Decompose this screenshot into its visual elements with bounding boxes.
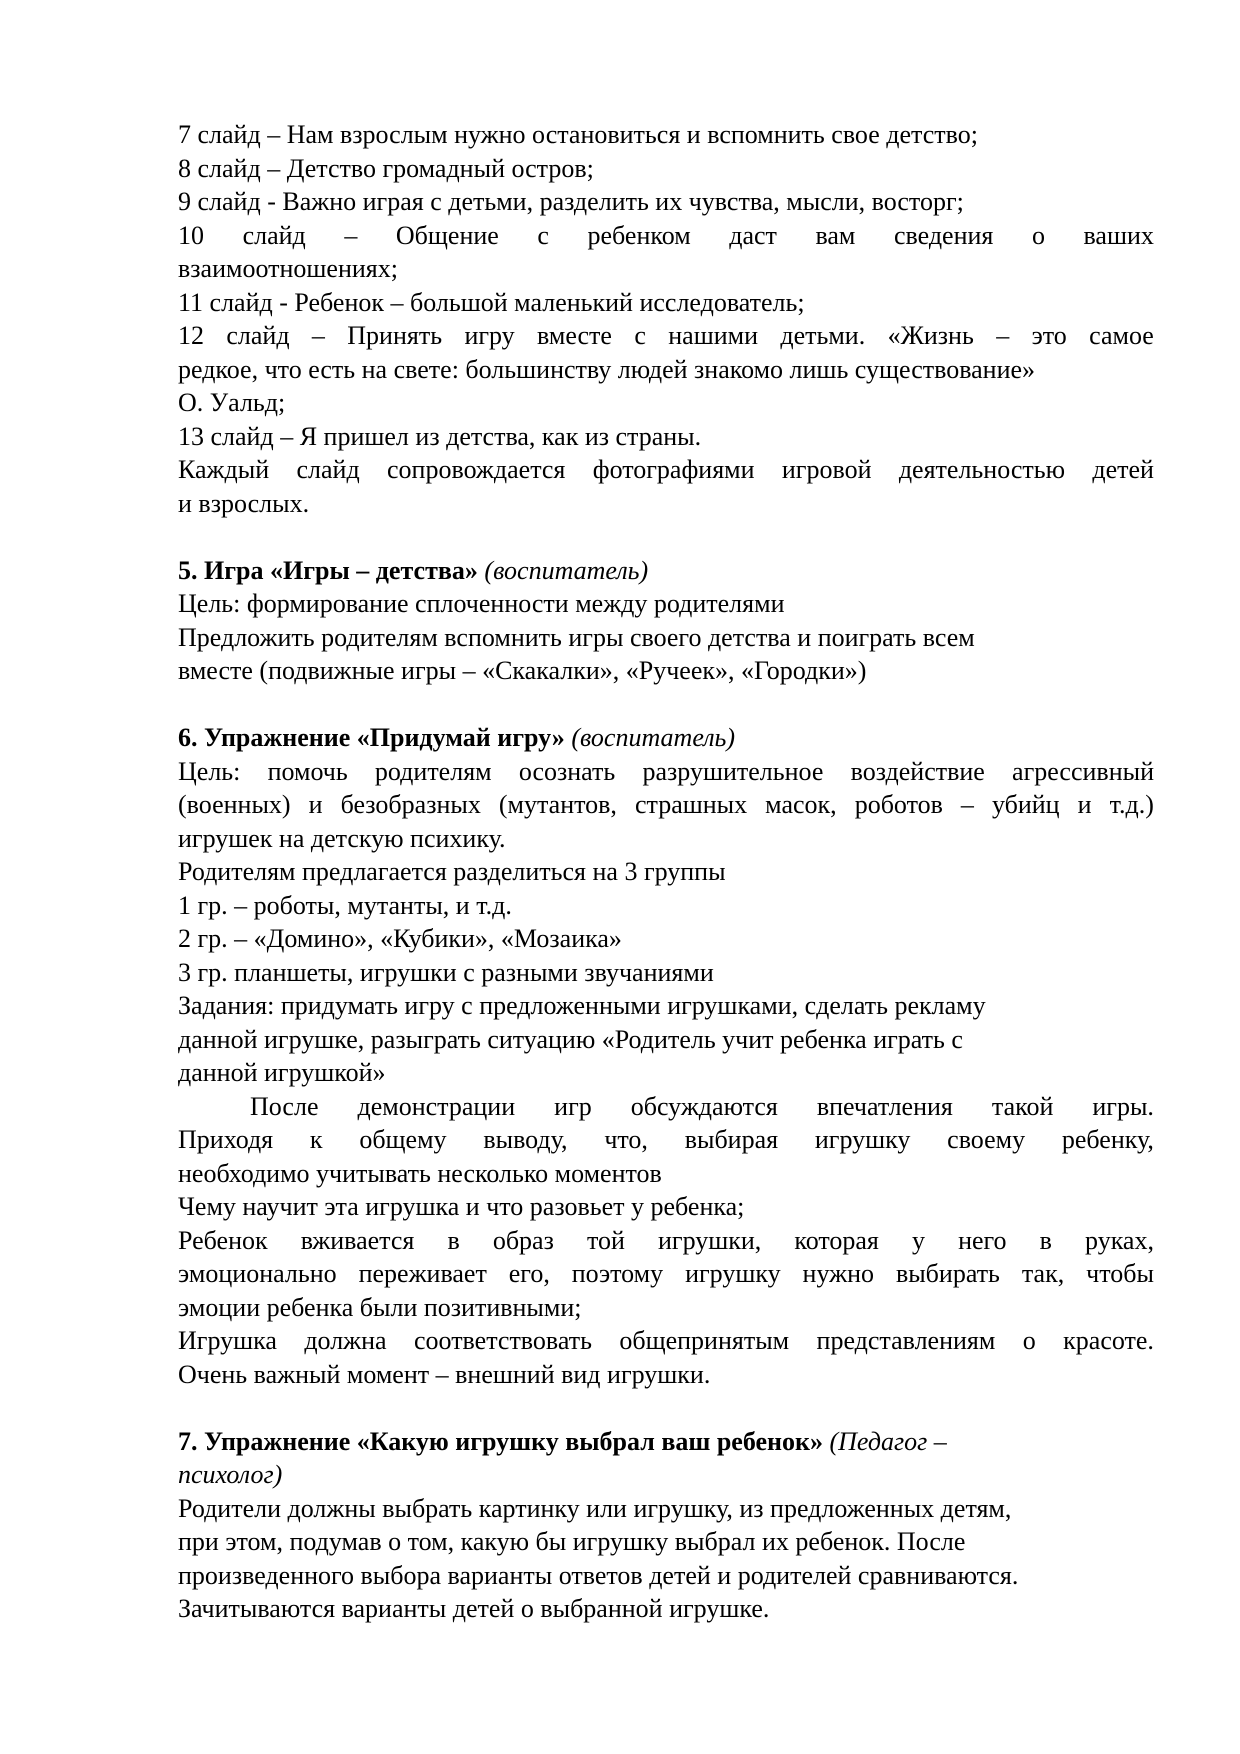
slides-summary-end: и взрослых.	[178, 488, 310, 518]
word: –	[960, 790, 974, 819]
word: поэтому	[571, 1259, 664, 1288]
word: слайд	[226, 321, 290, 350]
word: убийц	[991, 790, 1060, 819]
word: что,	[604, 1125, 648, 1154]
word: Общение	[395, 220, 499, 250]
section-7-text-line: Родители должны выбрать картинку или игрушку, из предложенных детям,	[178, 1493, 1012, 1523]
word: самое	[1089, 321, 1154, 350]
section-6-heading	[178, 721, 1154, 755]
section-5-heading	[178, 554, 1154, 588]
spacer	[178, 688, 1154, 722]
word: (мутантов,	[498, 790, 617, 819]
word: Принять	[347, 321, 443, 350]
word: вам	[815, 220, 856, 250]
word: игрушку	[814, 1125, 911, 1154]
word: масок,	[765, 790, 837, 819]
word: к	[309, 1125, 323, 1154]
word: у	[911, 1225, 925, 1255]
word: переживает	[358, 1259, 487, 1288]
word: с	[537, 220, 549, 250]
section-5-text-line: вместе (подвижные игры – «Скакалки», «Ручеек», «Городки»)	[178, 656, 867, 685]
word: о	[1022, 1326, 1036, 1355]
word: слайд	[242, 220, 306, 250]
word: ребенком	[587, 220, 691, 250]
document-body	[178, 118, 1154, 1626]
word: вместе	[537, 321, 612, 350]
section-7-text-line: Зачитываются варианты детей о выбранной игрушке.	[178, 1594, 770, 1623]
section-5-note: (воспитатель)	[484, 555, 649, 585]
word: ваших	[1083, 220, 1154, 250]
word: обсуждаются	[630, 1091, 778, 1121]
word: общепринятым	[619, 1326, 790, 1355]
slide-12-line	[178, 319, 1154, 353]
word: помочь	[267, 756, 348, 786]
slide-8-line: 8 слайд – Детство громадный остров;	[178, 153, 594, 183]
word: детьми.	[780, 321, 866, 350]
word: такой	[991, 1091, 1054, 1121]
word: это	[1031, 321, 1067, 350]
word: образ	[492, 1225, 554, 1255]
word: игровой	[781, 455, 872, 484]
section-7-text-line: произведенного выбора варианты ответов детей и родителей сравниваются.	[178, 1560, 1019, 1590]
section-6-point-1: Чему научит эта игрушка и что разовьет у ребенка;	[178, 1192, 745, 1221]
word: Ребенок	[178, 1225, 268, 1255]
section-6-goal-end: игрушек на детскую психику.	[178, 823, 506, 853]
word: сопровождается	[387, 455, 566, 484]
section-6-point-2-line	[178, 1257, 1154, 1291]
section-6-task-line: данной игрушке, разыграть ситуацию «Родитель учит ребенка играть с	[178, 1024, 963, 1054]
section-5-text-line: Предложить родителям вспомнить игры своего детства и поиграть всем	[178, 622, 975, 652]
section-6-text-line: Родителям предлагается разделиться на 3 группы	[178, 857, 726, 886]
section-5-title: 5. Игра «Игры – детства»	[178, 555, 478, 585]
word: роботов	[854, 790, 943, 819]
section-6-point-2-end: эмоции ребенка были позитивными;	[178, 1292, 582, 1322]
word: выбирать	[895, 1259, 1000, 1288]
section-6-group-3: 3 гр. планшеты, игрушки с разными звучаниями	[178, 957, 714, 987]
word: руках,	[1085, 1225, 1154, 1255]
word: родителям	[374, 756, 492, 786]
section-6-task-line: данной игрушкой»	[178, 1058, 386, 1087]
word: Цель:	[178, 756, 241, 786]
word: разрушительное	[642, 756, 824, 786]
section-6-paragraph-line	[178, 1090, 1154, 1124]
word: представлениям	[816, 1326, 996, 1355]
word: той	[586, 1225, 625, 1255]
spacer	[178, 1391, 1154, 1425]
word: страшных	[634, 790, 748, 819]
section-6-group-2: 2 гр. – «Домино», «Кубики», «Мозаика»	[178, 924, 622, 953]
word: демонстрации	[357, 1091, 516, 1121]
word: игр	[554, 1091, 592, 1121]
section-6-paragraph-line	[178, 1123, 1154, 1157]
word: сведения	[893, 220, 994, 250]
word: эмоционально	[178, 1259, 337, 1288]
word: –	[344, 220, 358, 250]
word: воздействие	[850, 756, 985, 786]
slide-13-line: 13 слайд – Я пришел из детства, как из страны.	[178, 421, 702, 451]
word: «Жизнь	[887, 321, 974, 350]
section-6-paragraph-end: необходимо учитывать несколько моментов	[178, 1158, 662, 1188]
spacer	[178, 520, 1154, 554]
section-5-goal: Цель: формирование сплоченности между родителями	[178, 589, 785, 618]
slide-12-quote: редкое, что есть на свете: большинству людей знакомо лишь существование»	[178, 354, 1036, 384]
word: ребенку,	[1061, 1125, 1154, 1154]
word: выводу,	[483, 1125, 568, 1154]
word: и	[308, 790, 323, 819]
word: выбирая	[684, 1125, 779, 1154]
word: игры.	[1092, 1091, 1154, 1121]
section-7-note-end: психолог)	[178, 1460, 283, 1489]
word: т.д.)	[1109, 790, 1154, 819]
word: фотографиями	[592, 455, 755, 484]
word: После	[250, 1091, 319, 1121]
word: игрушки,	[657, 1225, 762, 1255]
word: игрушку	[685, 1259, 781, 1288]
word: деятельностью	[898, 455, 1066, 484]
section-7-title: 7. Упражнение «Какую игрушку выбрал ваш ребенок»	[178, 1426, 823, 1456]
word: нашими	[668, 321, 758, 350]
word: соответствовать	[414, 1326, 592, 1355]
word: которая	[794, 1225, 879, 1255]
word: в	[447, 1225, 460, 1255]
section-6-group-1: 1 гр. – роботы, мутанты, и т.д.	[178, 890, 512, 920]
word: –	[311, 321, 325, 350]
word: 12	[178, 321, 204, 350]
section-6-point-3-end: Очень важный момент – внешний вид игрушки.	[178, 1359, 711, 1389]
section-7-note: (Педагог –	[829, 1426, 947, 1456]
word: безобразных	[340, 790, 481, 819]
word: Приходя	[178, 1125, 274, 1154]
slide-12-author: О. Уальд;	[178, 388, 286, 417]
word: его,	[508, 1259, 550, 1288]
word: игру	[464, 321, 515, 350]
slide-10-line-end: взаимоотношениях;	[178, 254, 398, 283]
word: него	[958, 1225, 1007, 1255]
slide-7-line: 7 слайд – Нам взрослым нужно остановиться и вспомнить свое детство;	[178, 120, 978, 149]
slides-summary-line	[178, 453, 1154, 487]
word: слайд	[296, 455, 360, 484]
section-6-goal-line	[178, 755, 1154, 789]
word: (военных)	[178, 790, 291, 819]
section-7-text-line: при этом, подумав о том, какую бы игрушку выбрал их ребенок. После	[178, 1527, 966, 1556]
section-6-task-line: Задания: придумать игру с предложенными игрушками, сделать рекламу	[178, 991, 986, 1020]
word: красоте.	[1063, 1326, 1154, 1355]
word: и	[1077, 790, 1092, 819]
word: так,	[1021, 1259, 1065, 1288]
word: 10	[178, 220, 204, 250]
word: о	[1031, 220, 1045, 250]
slide-11-line: 11 слайд - Ребенок – большой маленький исследователь;	[178, 287, 805, 317]
section-6-point-3-line	[178, 1324, 1154, 1358]
section-6-point-2-line	[178, 1224, 1154, 1258]
word: Игрушка	[178, 1326, 277, 1355]
section-7-heading	[178, 1425, 1154, 1459]
section-6-goal-line	[178, 788, 1154, 822]
word: детей	[1092, 455, 1154, 484]
word: впечатления	[816, 1091, 953, 1121]
word: даст	[729, 220, 777, 250]
word: вживается	[300, 1225, 415, 1255]
slide-9-line: 9 слайд - Важно играя с детьми, разделить их чувства, мысли, восторг;	[178, 187, 964, 216]
word: чтобы	[1086, 1259, 1154, 1288]
word: общему	[359, 1125, 447, 1154]
word: своему	[947, 1125, 1026, 1154]
word: нужно	[802, 1259, 874, 1288]
word: осознать	[518, 756, 616, 786]
word: –	[996, 321, 1010, 350]
section-6-title: 6. Упражнение «Придумай игру»	[178, 723, 565, 752]
word: агрессивный	[1012, 756, 1154, 786]
word: с	[634, 321, 646, 350]
slide-10-line	[178, 219, 1154, 253]
word: в	[1039, 1225, 1052, 1255]
word: Каждый	[178, 455, 270, 484]
section-6-note: (воспитатель)	[571, 723, 736, 752]
word: должна	[304, 1326, 387, 1355]
